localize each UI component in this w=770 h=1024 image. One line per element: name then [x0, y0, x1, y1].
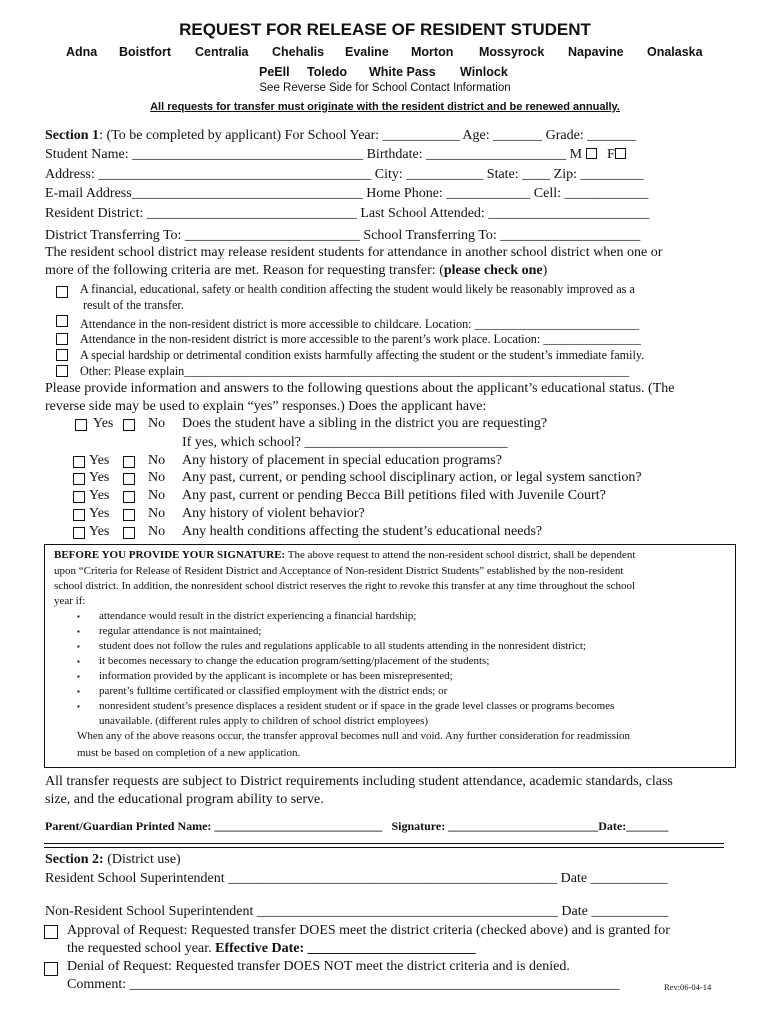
section2-heading-line — [45, 852, 181, 868]
question-no-checkbox[interactable] — [123, 473, 135, 485]
criteria-checkbox-childcare[interactable] — [56, 315, 68, 327]
district-transferring-field[interactable]: District Transferring To: _________________________ School Transferring To: ____________________ — [45, 228, 641, 243]
criteria-intro-line2 — [45, 263, 547, 279]
yes-label: Yes — [89, 488, 110, 503]
notice-line4: year if: — [54, 595, 86, 607]
section-divider — [44, 843, 724, 848]
bullet-icon: ▪ — [77, 702, 80, 711]
criteria-checkbox-hardship[interactable] — [56, 349, 68, 361]
which-school-field[interactable]: If yes, which school? _____________________________ — [182, 435, 508, 450]
gender-f-label: F — [607, 147, 615, 162]
signature-row — [45, 819, 668, 834]
resident-superintendent-field[interactable]: Resident School Superintendent _______________________________________________ Date ___________ — [45, 871, 668, 886]
notice-bullet-item-cont: unavailable. (different rules apply to children of school district employees) — [99, 715, 429, 727]
notice-bullet-item: parent’s fulltime certificated or classified employment with the district ends; or — [99, 685, 448, 697]
criteria-intro-text: more of the following criteria are met. Reason for requesting transfer: ( — [45, 263, 444, 278]
question-yes-checkbox[interactable] — [73, 509, 85, 521]
criteria-childcare-label: Attendance in the non-resident district is more accessible to childcare. Location: ___________________________ — [80, 317, 640, 331]
yes-label: Yes — [93, 416, 114, 431]
denial-checkbox[interactable] — [44, 962, 58, 976]
transfer-rule-note: All requests for transfer must originate with the resident district and be renewed annually. — [150, 101, 620, 113]
notice-line1 — [54, 549, 635, 561]
section1-heading: Section 1 — [45, 128, 100, 143]
nonresident-superintendent-field[interactable]: Non-Resident School Superintendent ___________________________________________ Date ___________ — [45, 904, 669, 919]
question-sibling: Does the student have a sibling in the district you are requesting? — [182, 416, 548, 431]
question-yes-checkbox[interactable] — [73, 527, 85, 539]
parent-printed-name-field[interactable]: Parent/Guardian Printed Name: ____________________________ — [45, 819, 383, 833]
district-name: Evaline — [345, 45, 389, 59]
question-violent: Any history of violent behavior? — [182, 506, 365, 521]
bullet-icon: ▪ — [77, 687, 80, 696]
district-name: Napavine — [568, 45, 624, 59]
district-name: Adna — [66, 45, 98, 59]
bullet-icon: ▪ — [77, 612, 80, 621]
criteria-financial-label-cont: result of the transfer. — [83, 298, 184, 312]
question-health: Any health conditions affecting the student’s educational needs? — [182, 524, 543, 539]
questions-intro-line2: reverse side may be used to explain “yes” responses.) Does the applicant have: — [45, 399, 487, 414]
notice-text: The above request to attend the non-resident school district, shall be dependent — [285, 549, 636, 561]
question-no-checkbox[interactable] — [123, 419, 135, 431]
question-no-checkbox[interactable] — [123, 527, 135, 539]
student-name-line — [45, 147, 626, 163]
district-name: PeEll — [259, 65, 290, 79]
revision-label: Rev:06-04-14 — [664, 982, 712, 992]
section2-heading: Section 2: — [45, 852, 104, 867]
district-list — [0, 45, 770, 85]
district-name: Boistfort — [119, 45, 172, 59]
notice-bullet-item: nonresident student’s presence displaces a resident student or if space in the grade level classes or programs becomes — [99, 700, 615, 712]
question-disciplinary: Any past, current, or pending school disciplinary action, or legal system sanction? — [182, 470, 642, 485]
no-label: No — [148, 506, 166, 521]
bullet-icon: ▪ — [77, 642, 80, 651]
please-check-one: please check one — [443, 263, 543, 278]
notice-line3: school district. In addition, the nonresident school district reserves the right to revoke this transfer at any time throughout the school — [54, 580, 636, 592]
subject-line1: All transfer requests are subject to District requirements including student attendance, academic standards, class — [45, 774, 673, 789]
student-name-field[interactable]: Student Name: _________________________________ Birthdate: ____________________ M — [45, 147, 583, 162]
question-no-checkbox[interactable] — [123, 491, 135, 503]
subject-line2: size, and the educational program ability to serve. — [45, 792, 324, 807]
approval-label-cont — [67, 941, 476, 957]
signature-field[interactable]: Signature: _________________________Date:_______ — [391, 819, 669, 833]
notice-bullet-item: regular attendance is not maintained; — [99, 625, 262, 637]
email-field[interactable]: E-mail Address_________________________________ Home Phone: ____________ Cell: ____________ — [45, 186, 649, 201]
approval-label-text: the requested school year. — [67, 941, 216, 956]
district-name: Centralia — [195, 45, 249, 59]
notice-bullet-item: it becomes necessary to change the education program/setting/placement of the students; — [99, 655, 490, 667]
form-title: REQUEST FOR RELEASE OF RESIDENT STUDENT — [179, 20, 591, 39]
question-yes-checkbox[interactable] — [73, 473, 85, 485]
notice-bullet-item: attendance would result in the district experiencing a financial hardship; — [99, 610, 417, 622]
no-label: No — [148, 470, 166, 485]
no-label: No — [148, 488, 166, 503]
question-special-ed: Any history of placement in special education programs? — [182, 453, 502, 468]
section1-heading-line — [45, 128, 636, 144]
criteria-intro-line1: The resident school district may release resident students for attendance in another school district when one or — [45, 245, 663, 260]
gender-m-checkbox[interactable] — [586, 148, 597, 159]
no-label: No — [148, 453, 166, 468]
no-label: No — [148, 416, 166, 431]
see-reverse-note: See Reverse Side for School Contact Information — [259, 82, 511, 94]
approval-checkbox[interactable] — [44, 925, 58, 939]
district-name: Onalaska — [647, 45, 703, 59]
criteria-financial-label: A financial, educational, safety or health condition affecting the student would likely be reasonably improved as a — [80, 282, 635, 296]
question-yes-checkbox[interactable] — [73, 491, 85, 503]
yes-label: Yes — [89, 524, 110, 539]
notice-bullet-item: information provided by the applicant is incomplete or has been misrepresented; — [99, 670, 453, 682]
criteria-checkbox-workplace[interactable] — [56, 333, 68, 345]
notice-closing2: must be based on completion of a new application. — [77, 747, 301, 759]
criteria-checkbox-financial[interactable] — [56, 286, 68, 298]
comment-field[interactable]: Comment: ______________________________________________________________________ — [67, 977, 620, 992]
approval-label: Approval of Request: Requested transfer DOES meet the district criteria (checked above) and is granted for — [67, 923, 670, 938]
criteria-hardship-label: A special hardship or detrimental condition exists harmfully affecting the student or the student’s immediate family. — [80, 348, 645, 362]
district-name: White Pass — [369, 65, 436, 79]
gender-f-checkbox[interactable] — [615, 148, 626, 159]
denial-label: Denial of Request: Requested transfer DOES NOT meet the district criteria and is denied. — [67, 959, 570, 974]
questions-intro-line1: Please provide information and answers to the following questions about the applicant’s educational status. (The — [45, 381, 675, 396]
district-name: Winlock — [460, 65, 508, 79]
no-label: No — [148, 524, 166, 539]
question-no-checkbox[interactable] — [123, 509, 135, 521]
bullet-icon: ▪ — [77, 627, 80, 636]
district-name: Morton — [411, 45, 454, 59]
bullet-icon: ▪ — [77, 672, 80, 681]
criteria-workplace-label: Attendance in the non-resident district is more accessible to the parent’s work place. Location: ________________ — [80, 332, 641, 346]
address-field[interactable]: Address: _______________________________________ City: ___________ State: ____ Zip: _________ — [45, 167, 644, 182]
notice-bullet-item: student does not follow the rules and regulations applicable to all students attending in the nonresident district; — [99, 640, 586, 652]
notice-bold-lead: BEFORE YOU PROVIDE YOUR SIGNATURE: — [54, 549, 286, 561]
district-name: Toledo — [307, 65, 348, 79]
notice-line2: upon “Criteria for Release of Resident District and Acceptance of Non-resident District Students” established by the non-resident — [54, 565, 624, 577]
effective-date-field[interactable]: Effective Date: ________________________ — [215, 941, 476, 956]
yes-label: Yes — [89, 470, 110, 485]
school-year-field[interactable]: : (To be completed by applicant) For School Year: ___________ Age: _______ Grade: _______ — [99, 128, 637, 143]
question-becca-bill: Any past, current or pending Becca Bill petitions filed with Juvenile Court? — [182, 488, 606, 503]
question-yes-checkbox[interactable] — [73, 456, 85, 468]
bullet-icon: ▪ — [77, 657, 80, 666]
notice-closing1: When any of the above reasons occur, the transfer approval becomes null and void. Any further consideration for readmission — [77, 730, 631, 742]
resident-district-field[interactable]: Resident District: ______________________________ Last School Attended: _______________________ — [45, 206, 650, 221]
close-paren: ) — [542, 263, 548, 278]
criteria-other-field[interactable]: Other: Please explain_________________________________________________________________________ — [80, 364, 630, 378]
criteria-checkbox-other[interactable] — [56, 365, 68, 377]
section2-heading-note: (District use) — [103, 852, 181, 867]
question-yes-checkbox[interactable] — [75, 419, 87, 431]
yes-label: Yes — [89, 506, 110, 521]
question-no-checkbox[interactable] — [123, 456, 135, 468]
district-name: Chehalis — [272, 45, 325, 59]
district-name: Mossyrock — [479, 45, 545, 59]
yes-label: Yes — [89, 453, 110, 468]
